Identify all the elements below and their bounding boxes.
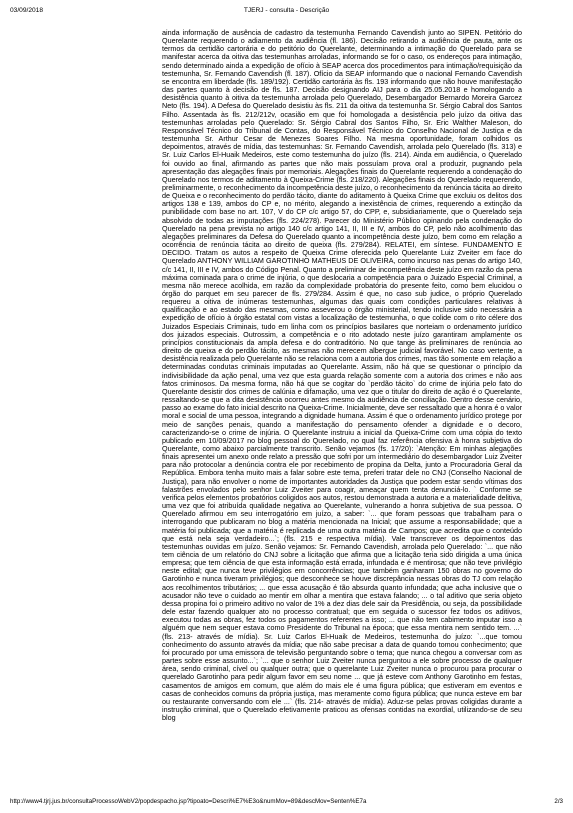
decision-body-text: ainda informação de ausência de cadastro da testemunha Fernando Cavendish junto ao SIPEN. Petitório do Querelante requerendo o adiamento da audiência (fl. 186). Decisão retirando a audiência de pauta, ante os termos da certidão cartorária e do petitório do Querelante, determinando a intimação do Querelado para se manifestar acerca da oitiva das testemunhas arroladas, informando se for o caso, os endereços para intimação, sendo determinado ainda a expedição de ofício à SEAP acerca dos procedimentos para intimação/requisição da testemunha, Sr. Fernando Cavendish (fl. 187). Ofício da SEAP informando que o nacional Fernando Cavendish se encontra em liberdade (fls. 189/192). Certidão cartorária às fls. 193 informando que não houve manifestação das partes quanto à decisão de fls. 187. Decisão designando AIJ para o dia 25.05.2018 e homologando a desistência quanto à oitiva da testemunha arrolada pelo Querelado, Desembargador Bernardo Moreira Garcez Neto (fls. 194). A Defesa do Querelado desistiu às fls. 211 da oitiva da testemunha Sr. Sérgio Cabral dos Santos Filho. Assentada às fls. 212/212v, ocasião em que foi homologada a desistência pelo juízo da oitiva das testemunhas arroladas pelo Querelado: Sr. Sérgio Cabral dos Santos Filho, Sr. Eric Walther Maleson, do Responsável Técnico do Tribunal de Contas, do Responsável Técnico do Conselho Nacional de Justiça e da testemunha Sr. Arthur Cesar de Menezes Soares Filho. Na mesma oportunidade, foram colhidos os depoimentos, através de mídia, das testemunhas: Sr. Fernando Cavendish, arrolada pelo Querelado (fls. 313) e Sr. Luiz Carlos El-Huaik Medeiros, este como testemunha do juízo (fls. 214). Ainda em audiência, o Querelado foi ouvido ao final, afirmando as partes que não mais possuíam prova oral a produzir, pugnando pela apresentação das alegações finais por memoriais. Alegações finais do Querelante requerendo a condenação do Querelado nos termos de aditamento à Queixa-Crime (fls. 218/220). Alegações finais do Querelado requerendo, preliminarmente, o reconhecimento da incompetência deste juízo, o reconhecimento da renúncia tácita ao direito de Queixa e o reconhecimento do perdão tácito, diante do aditamento à Queixa Crime que excluiu os delitos dos artigos 138 e 139, ambos do CP e, no mérito, alegando a inexistência de crimes, requerendo a extinção da punibilidade com base no art. 107, V do CP c/c artigo 57, do CPP, e, subsidiariamente, que o Querelado seja absolvido de todas as imputações (fls. 224/278). Parecer do Ministério Público opinando pela condenação do Querelado na pena prevista no artigo 140 c/c artigo 141, II, III e IV, ambos do CP, pelo não acolhimento das alegações preliminares da Defesa do Querelado quanto a incompetência deste juízo, bem como em relação a ocorrência de renúncia tácita ao direito de queixa (fls. 279/284). RELATEI, em síntese. FUNDAMENTO E DECIDO. Tratam os autos a respeito de Queixa Crime oferecida pelo Querelante Luiz Zveiter em face do Querelado ANTHONY WILLIAM GAROTINHO MATHEUS DE OLIVEIRA, como incurso nas penas do artigo 140, c/c 141, II, III e IV, ambos do Código Penal. Quanto a preliminar de incompetência deste juízo em razão da pena máxima cominada para o crime de injúria, o que deslocaria a competência para o Juizado Especial Criminal, a mesma não merece acolhida, em razão da complexidade probatória do presente feito, como bem elucidou o órgão do parquet em seu parecer de fls. 279/284. Assim é que, no caso sub judice, o próprio Querelado requereu a oitiva de inúmeras testemunhas, algumas das quais com condições particulares relativas à qualificação e ao estado das mesmas, como asseverou o órgão ministerial, tendo inclusive sido necessária a expedição de ofício à órgão estatal com vistas a localização de testemunha, o que colide com o rito célere dos Juizados Especiais Criminais, tudo em linha com os princípios basilares que norteiam o ordenamento jurídico dos juizados especiais. Outrossim, a competência e o rito adotado neste juízo garantiram amplamente os princípios constitucionais da ampla defesa e do contraditório. No que tange às preliminares de renúncia ao direito de queixa e do perdão tácito, as mesmas não merecem albergue judicial favorável. No caso vertente, a desistência realizada pelo Querelante não se relaciona com a autoria dos crimes, mas tão somente em relação a determinadas condutas criminais imputadas ao Querelante. Assim, não há que se questionar o princípio da indivisibilidade da ação penal, uma vez que esta guarda relação somente com a autoria dos crimes e não aos fatos criminosos. Da mesma forma, não há que se cogitar do `perdão tácito` do crime de injúria pelo fato do Querelante desistir dos crimes de calúnia e difamação, uma vez que o titular do direito de ação é o Querelante, ressaltando-se que a dita desistência ocorreu antes mesmo da audiência de conciliação. Dentro desse cenário, passo ao exame do fato inicial descrito na Queixa-Crime. Inicialmente, deve ser ressaltado que a honra é o valor moral e social de uma pessoa, integrando a dignidade humana. Assim é que o ordenamento jurídico protege por meio de sanções penais, quando a manifestação do pensamento ofender a dignidade e o decoro, caracterizando-se o crime de injúria. O Querelante instruiu a inicial da Queixa-Crime com uma cópia do texto publicado em 10/09/2017 no blog pessoal do Querelado, no qual faz referência ofensiva à honra subjetiva do Querelante, como abaixo parcialmente transcrito. Senão vejamos (fs. 17/20): `Atenção: Em minhas alegações finais apresentei um anexo onde relato a pressão que sofri por um intermediário do desembargador Luiz Zveiter para não protocolar a denúncia contra ele por recebimento de propina da Delta, junto a Procuradoria Geral da República. Embora tenha muito mais a falar sobre este tema, preferi tratar dele no CNJ (Conselho Nacional de Justiça), para não envolver o nome de importantes autoridades da Justiça que podem estar sendo vítimas dos falastrões envolados pelo senhor Luiz Zveiter para coagir, ameaçar quem tenta denunciá-lo. ` Conforme se verifica pelos elementos probatórios coligidos aos autos, restou demonstrada a autoria e a materialidade delitiva, uma vez que foi atribuída qualidade negativa ao Querelante, vulnerando a honra subjetiva de sua pessoa. O Querelado afirmou em seu interrogatório em juízo, a saber: `... que foram pessoas que trabalham para o interrogando que publicaram no blog a matéria mencionada na Inicial; que assume a responsabilidade; que a matéria foi publicada; que a matéria é replicada de uma outra matéria de Campos; que acredita que o conteúdo que está nela seja verdadeiro...`; (fls. 215 e respectiva mídia). Vale transcrever os depoimentos das testemunhas ouvidas em juízo. Senão vejamos: Sr. Fernando Cavendish, arrolada pelo Querelado: `... que não tem ciência de um relatório do CNJ sobre a licitação que afirma que a licitação teria sido dirigida a uma única empresa; que tem ciência de que esta informação está errada, infundada e é mentirosa; que não teve privilégio neste edital; que nunca teve privilégios em concorrências; que também ganharam 150 obras no governo do Garotinho e nunca tiveram privilégios; que desconhece se houve discrepância nessas obras do TJ com relação aos recolhimentos tributários; ... que essa acusação é tão absurda quanto infundada; que acha inclusive que o acusador não teve o cuidado ao mentir em olhar a mentira que estava falando; ... o tal aditivo que seria objeto dessa propina foi o primeiro aditivo no valor de 1% a dez dias dele sair da Presidência, ou seja, da possibilidade dele estar fazendo qualquer ato no processo contratual; que em seguida o sucessor fez todos os aditivos, executou todas as obras, fez todos os pagamentos referentes a isso; ... que não tem cabimento imputar isso a alguém que nem sequer estava como Presidente do Tribunal na época; que essa mentira nem sentido tem. ...` (fls. 213- através de mídia). Sr. Luiz Carlos El-Huaik de Medeiros, testemunha do juízo: `...que tomou conhecimento do assunto através da mídia; que não sabe precisar a data de quando tomou conhecimento; que foi procurado por uma emissora de televisão perguntando sobre o tema; que nunca chegou a conversar com as partes sobre esse assunto...`; `... que o senhor Luiz Zveiter nunca perguntou a ele sobre processo de qualquer área, sendo criminal, cível ou qualquer outra; que o querelante Luiz Zveiter nunca o procurou para procurar o querelado Garotinho para pedir algum favor em seu nome ... que já esteve com Anthony Garotinho em festas, casamentos de amigos em comum, que além do mais ele é uma figura pública; que estiveram em eventos e casas de conhecidos comuns da própria justiça, mas meramente como figura pública; que nunca esteve em bar ou restaurante conversando com ele ...` (fls. 214- através de mídia). Aduz-se pelas provas coligidas durante a instrução criminal, que o Querelado efetivamente praticou as ofensas contidas na exordial, utilizando-se de seu blog xyxy=(162,29,522,723)
page-number: 2/3 xyxy=(554,798,563,805)
print-date: 03/09/2018 xyxy=(10,7,44,14)
page-title: TJERJ - consulta - Descrição xyxy=(243,7,330,14)
page-url: http://www4.tjrj.jus.br/consultaProcessoWebV2/popdespacho.jsp?tipoato=Descri%E7%E3o&numMov=89&descMov=Senten%E7a xyxy=(10,798,367,805)
print-footer xyxy=(10,797,563,807)
print-header xyxy=(10,6,563,16)
